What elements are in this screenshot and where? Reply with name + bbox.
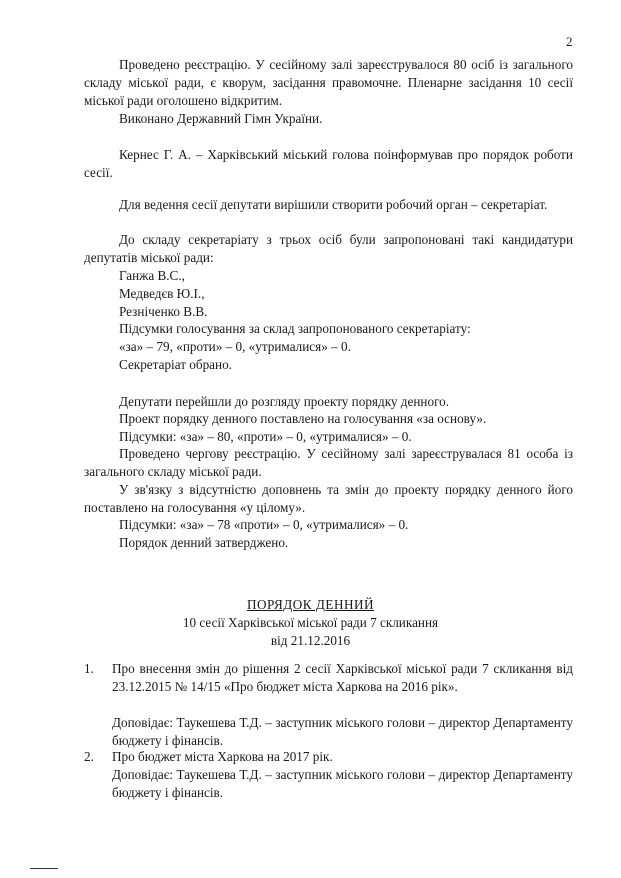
footer-rule	[30, 868, 58, 869]
agenda-item-text: Про бюджет міста Харкова на 2017 рік.	[112, 749, 333, 764]
page-number: 2	[566, 34, 573, 49]
agenda-item-number: 2.	[84, 749, 94, 764]
agenda-subtitle: 10 сесії Харківської міської ради 7 скликання	[182, 615, 439, 630]
registration-paragraph: Проведено реєстрацію. У сесійному залі зареєструвалося 80 осіб із загального складу міської ради, є кворум, засідання правомочне. Пленарне засідання 10 сесії міської ради оголошено відкритим.	[84, 57, 573, 108]
agenda-item-speaker: Доповідає: Таукешева Т.Д. – заступник міського голови – директор Департаменту бюджету і фінансів.	[112, 767, 573, 800]
agenda-item-speaker: Доповідає: Таукешева Т.Д. – заступник міського голови – директор Департаменту бюджету і фінансів.	[112, 715, 573, 748]
secretariat-vote-result: «за» – 79, «проти» – 0, «утрималися» – 0.	[119, 339, 351, 354]
candidate-2: Медведєв Ю.І.,	[119, 286, 205, 301]
candidates-paragraph: До складу секретаріату з трьох осіб були запропоновані такі кандидатури депутатів міської ради:	[84, 232, 573, 265]
agenda-item-number: 1.	[84, 661, 94, 676]
secretariat-elected: Секретаріат обрано.	[119, 357, 232, 372]
agenda-date: від 21.12.2016	[270, 633, 351, 648]
reregistration-paragraph: Проведено чергову реєстрацію. У сесійному залі зареєструвалася 81 особа із загального складу міської ради.	[84, 446, 573, 479]
agenda-basis-vote: Проект порядку денного поставлено на голосування «за основу».	[119, 411, 487, 426]
whole-vote-paragraph: У зв'язку з відсутністю доповнень та змін до проекту порядку денного його поставлено на голосування «у цілому».	[84, 482, 573, 515]
candidate-3: Резніченко В.В.	[119, 304, 208, 319]
candidate-1: Ганжа В.С.,	[119, 268, 185, 283]
secretariat-vote-title: Підсумки голосування за склад запропонованого секретаріату:	[119, 321, 471, 336]
agenda-title: ПОРЯДОК ДЕННИЙ	[246, 597, 375, 612]
agenda-heading	[0, 596, 621, 614]
agenda-approved: Порядок денний затверджено.	[119, 535, 289, 550]
agenda-item-text: Про внесення змін до рішення 2 сесії Харківської міської ради 7 скликання від 23.12.2015 № 14/15 «Про бюджет міста Харкова на 2016 рік».	[112, 661, 573, 694]
whole-vote-result: Підсумки: «за» – 78 «проти» – 0, «утрималися» – 0.	[119, 517, 409, 532]
agenda-intro: Депутати перейшли до розгляду проекту порядку денного.	[119, 394, 450, 409]
anthem-line: Виконано Державний Гімн України.	[119, 111, 323, 126]
secretariat-paragraph: Для ведення сесії депутати вирішили створити робочий орган – секретаріат.	[119, 197, 548, 212]
mayor-info-paragraph: Кернес Г. А. – Харківський міський голова поінформував про порядок роботи сесії.	[84, 147, 573, 180]
agenda-basis-result: Підсумки: «за» – 80, «проти» – 0, «утрималися» – 0.	[119, 429, 412, 444]
